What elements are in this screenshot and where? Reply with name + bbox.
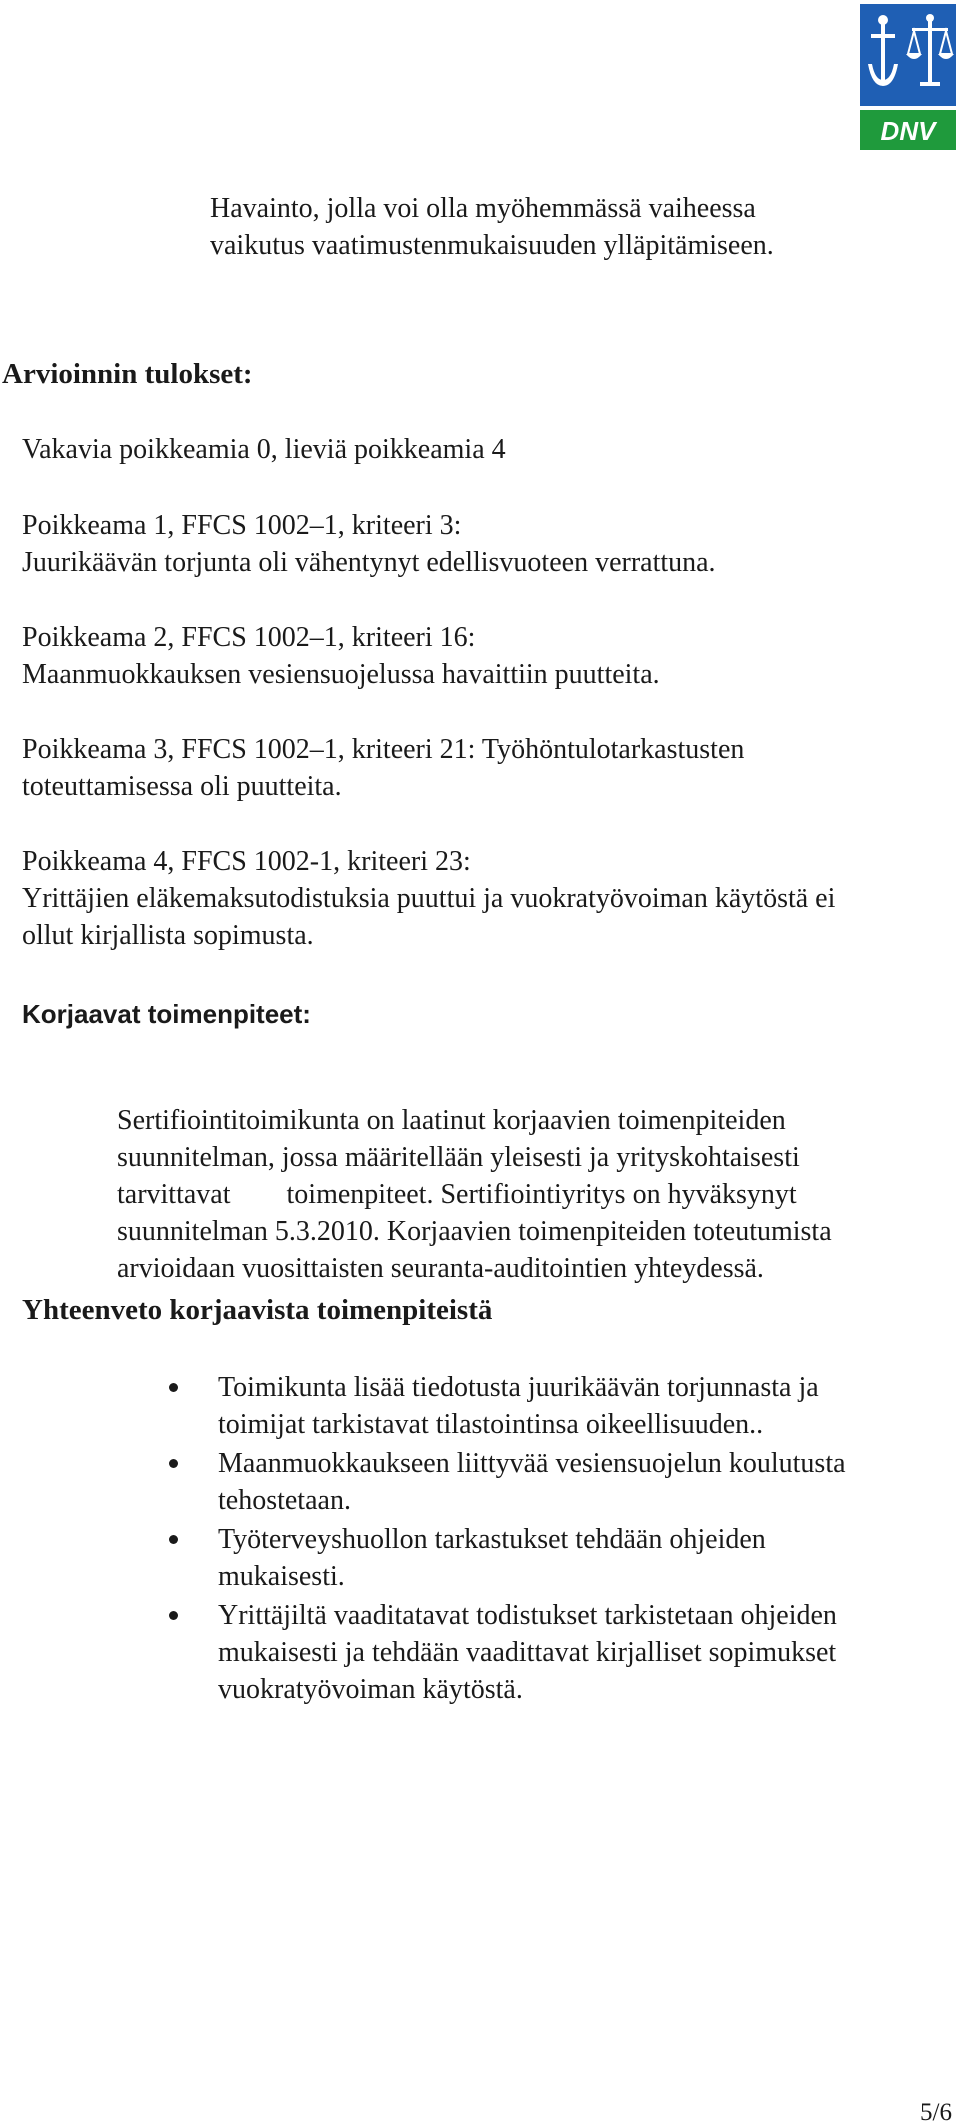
finding-2-title: Poikkeama 2, FFCS 1002–1, kriteeri 16:	[22, 622, 476, 653]
finding-2-text: Maanmuokkauksen vesiensuojelussa havaittiin puutteita.	[22, 659, 660, 690]
finding-3-text: toteuttamisessa oli puutteita.	[22, 771, 342, 802]
bullet-4-line-3: vuokratyövoiman käytöstä.	[218, 1674, 523, 1705]
finding-4-title: Poikkeama 4, FFCS 1002-1, kriteeri 23:	[22, 846, 471, 877]
corrective-line-2: suunnitelman, jossa määritellään yleisesti ja yrityskohtaisesti	[117, 1142, 800, 1173]
corrective-line-4: suunnitelman 5.3.2010. Korjaavien toimenpiteiden toteutumista	[117, 1216, 832, 1247]
corrective-line-1: Sertifiointitoimikunta on laatinut korjaavien toimenpiteiden	[117, 1105, 786, 1136]
bullet-2-line-1: Maanmuokkaukseen liittyvää vesiensuojelun koulutusta	[218, 1448, 846, 1479]
finding-4-text-1: Yrittäjien eläkemaksutodistuksia puuttui ja vuokratyövoiman käytöstä ei	[22, 883, 836, 914]
bullet-1-line-2: toimijat tarkistavat tilastointinsa oikeellisuuden..	[218, 1409, 764, 1440]
page-number: 5/6	[920, 2099, 952, 2126]
finding-1-text: Juurikäävän torjunta oli vähentynyt edellisvuoteen verrattuna.	[22, 547, 716, 578]
bullet-3-line-1: Työterveyshuollon tarkastukset tehdään ohjeiden	[218, 1524, 766, 1555]
bullet-icon	[169, 1535, 178, 1544]
bullet-icon	[169, 1383, 178, 1392]
bullet-icon	[169, 1611, 178, 1620]
finding-4-text-2: ollut kirjallista sopimusta.	[22, 920, 314, 951]
results-heading: Arvioinnin tulokset:	[2, 358, 253, 390]
summary-heading: Yhteenveto korjaavista toimenpiteistä	[22, 1294, 493, 1326]
results-summary: Vakavia poikkeamia 0, lieviä poikkeamia 4	[22, 434, 506, 465]
dnv-logo	[858, 2, 958, 152]
finding-1-title: Poikkeama 1, FFCS 1002–1, kriteeri 3:	[22, 510, 462, 541]
intro-line-2: vaikutus vaatimustenmukaisuuden ylläpitämiseen.	[210, 230, 774, 261]
intro-line-1: Havainto, jolla voi olla myöhemmässä vaiheessa	[210, 193, 756, 224]
bullet-4-line-1: Yrittäjiltä vaaditatavat todistukset tarkistetaan ohjeiden	[218, 1600, 837, 1631]
bullet-4-line-2: mukaisesti ja tehdään vaadittavat kirjalliset sopimukset	[218, 1637, 837, 1668]
corrective-heading: Korjaavat toimenpiteet:	[22, 999, 311, 1029]
bullet-1-line-1: Toimikunta lisää tiedotusta juurikäävän torjunnasta ja	[218, 1372, 819, 1403]
bullet-icon	[169, 1459, 178, 1468]
finding-3-title: Poikkeama 3, FFCS 1002–1, kriteeri 21: Työhöntulotarkastusten	[22, 734, 745, 765]
bullet-3-line-2: mukaisesti.	[218, 1561, 345, 1592]
logo-text: DNV	[880, 116, 936, 146]
corrective-line-5: arvioidaan vuosittaisten seuranta-auditointien yhteydessä.	[117, 1253, 764, 1284]
bullet-2-line-2: tehostetaan.	[218, 1485, 351, 1516]
corrective-line-3: tarvittavat toimenpiteet. Sertifiointiyritys on hyväksynyt	[117, 1179, 797, 1210]
